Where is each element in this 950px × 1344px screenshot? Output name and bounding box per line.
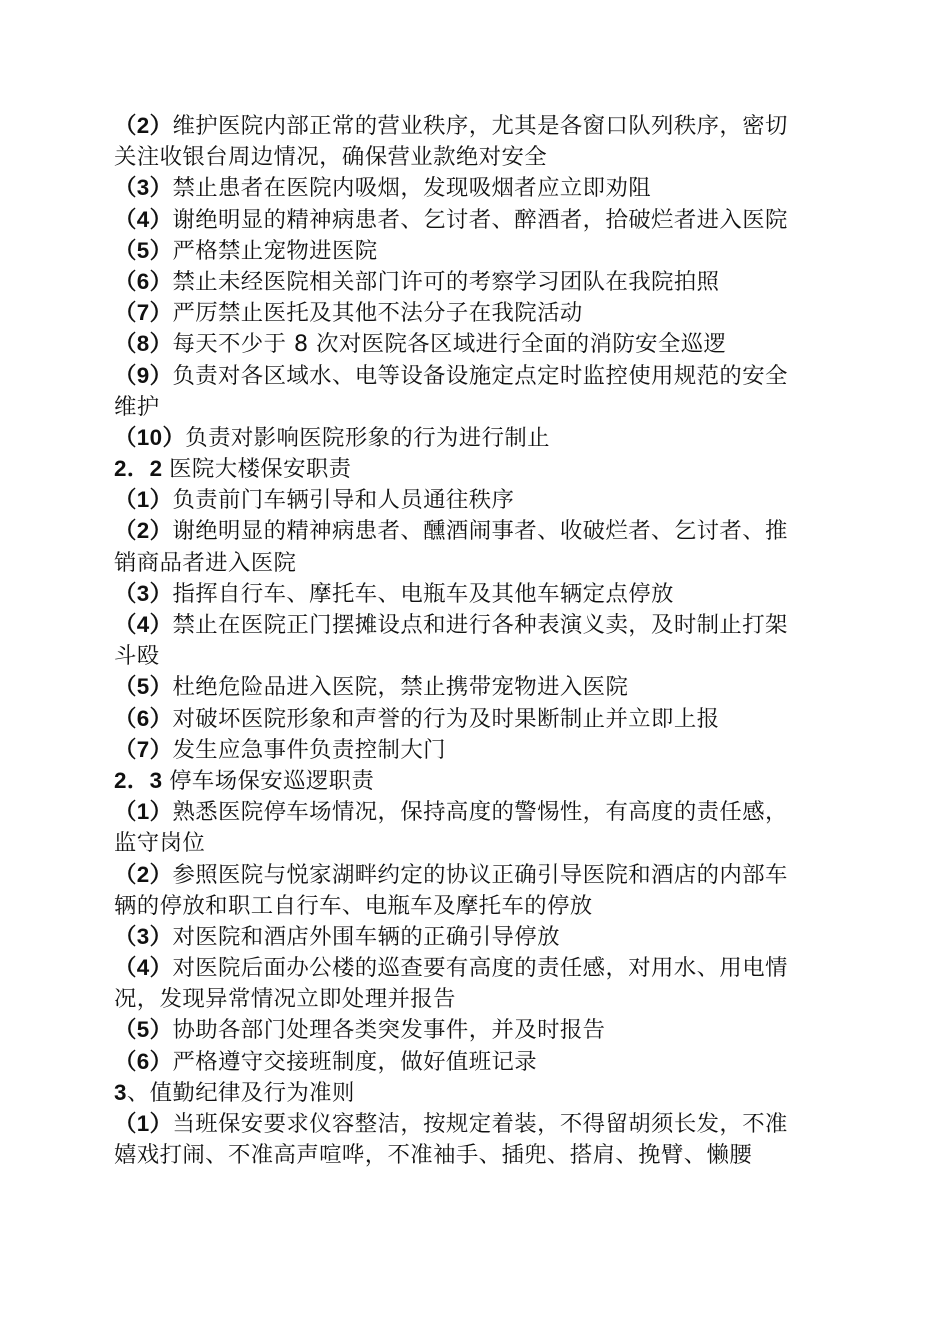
item-text: 关注收银台周边情况，确保营业款绝对安全 [114, 144, 548, 171]
text-line [114, 110, 838, 141]
text-line [114, 734, 838, 765]
item-number: （10） [114, 424, 186, 450]
item-text: 对医院后面办公楼的巡查要有高度的责任感，对用水、用电情 [172, 955, 788, 982]
item-text: 禁止未经医院相关部门许可的考察学习团队在我院拍照 [172, 268, 720, 295]
text-line [114, 547, 838, 578]
text-line [114, 1108, 838, 1139]
text-line [114, 952, 838, 983]
item-text: 对医院和酒店外围车辆的正确引导停放 [172, 923, 560, 950]
text-line [114, 640, 838, 671]
text-line [114, 859, 838, 890]
item-text: 监守岗位 [114, 830, 206, 857]
text-line [114, 141, 838, 172]
item-text: 协助各部门处理各类突发事件，并及时报告 [172, 1017, 606, 1044]
item-number: （3） [114, 580, 173, 606]
item-text: 当班保安要求仪容整洁，按规定着装，不得留胡须长发，不准 [172, 1111, 788, 1137]
item-number: （4） [114, 206, 173, 232]
item-number: （1） [114, 1111, 173, 1136]
item-number: 2．2 [114, 456, 170, 482]
item-text: 维护 [114, 393, 160, 420]
item-number: （2） [114, 861, 173, 887]
text-line [114, 1046, 838, 1077]
item-text: 谢绝明显的精神病患者、醺酒闹事者、收破烂者、乞讨者、推 [172, 518, 788, 545]
item-number: （5） [114, 1017, 173, 1043]
item-text: 参照医院与悦家湖畔约定的协议正确引导医院和酒店的内部车 [172, 861, 788, 888]
item-text: 禁止在医院正门摆摊设点和进行各种表演义卖，及时制止打架 [172, 612, 788, 638]
item-text: 每天不少于 8 次对医院各区域进行全面的消防安全巡逻 [172, 331, 727, 358]
text-line [114, 328, 838, 359]
item-text: 严厉禁止医托及其他不法分子在我院活动 [172, 300, 583, 327]
text-line [114, 1014, 838, 1045]
item-number: （6） [114, 268, 173, 294]
item-text: 销商品者进入医院 [114, 549, 297, 576]
text-line [114, 1077, 838, 1108]
text-line [114, 453, 838, 484]
text-line [114, 921, 838, 952]
text-line [114, 609, 838, 640]
item-text: 负责对影响医院形象的行为进行制止 [185, 424, 550, 451]
item-number: 2．3 [114, 767, 170, 793]
item-number: （4） [114, 955, 173, 981]
item-text: 辆的停放和职工自行车、电瓶车及摩托车的停放 [114, 892, 593, 919]
text-line [114, 422, 838, 453]
item-text: 医院大楼保安职责 [169, 456, 352, 483]
item-number: 3 [114, 1079, 127, 1105]
text-line [114, 765, 838, 796]
item-number: （3） [114, 923, 173, 949]
document-page [114, 110, 838, 1170]
text-line [114, 1139, 838, 1170]
text-line [114, 983, 838, 1014]
text-line [114, 703, 838, 734]
item-text: 熟悉医院停车场情况，保持高度的警惕性，有高度的责任感， [172, 799, 788, 826]
text-line [114, 890, 838, 921]
item-text: 指挥自行车、摩托车、电瓶车及其他车辆定点停放 [172, 580, 674, 607]
text-line [114, 796, 838, 827]
text-line [114, 578, 838, 609]
item-text: 谢绝明显的精神病患者、乞讨者、醉酒者，拾破烂者进入医院 [172, 206, 788, 233]
item-number: （3） [114, 175, 173, 201]
item-text: 维护医院内部正常的营业秩序，尤其是各窗口队列秩序，密切 [172, 113, 788, 139]
item-text: 禁止患者在医院内吸烟，发现吸烟者应立即劝阻 [172, 175, 652, 202]
item-number: （6） [114, 705, 173, 731]
text-line [114, 266, 838, 297]
text-line [114, 360, 838, 391]
text-line [114, 172, 838, 203]
text-line [114, 484, 838, 515]
item-text: 负责前门车辆引导和人员通往秩序 [172, 487, 515, 514]
item-text: 负责对各区域水、电等设备设施定点定时监控使用规范的安全 [172, 362, 788, 389]
item-number: （1） [114, 487, 173, 513]
text-line [114, 204, 838, 235]
item-number: （9） [114, 362, 173, 388]
item-text: 斗殴 [114, 643, 160, 670]
item-text: 停车场保安巡逻职责 [169, 767, 375, 794]
item-number: （5） [114, 237, 173, 263]
item-number: （1） [114, 799, 173, 825]
item-number: （8） [114, 331, 173, 357]
item-text: 杜绝危险品进入医院，禁止携带宠物进入医院 [172, 674, 629, 701]
item-text: 嬉戏打闹、不准高声喧哗，不准袖手、插兜、搭肩、挽臂、懒腰 [114, 1142, 753, 1169]
text-line [114, 827, 838, 858]
item-text: 严格遵守交接班制度，做好值班记录 [172, 1048, 538, 1075]
item-number: （6） [114, 1048, 173, 1074]
item-number: （7） [114, 300, 173, 326]
text-line [114, 391, 838, 422]
item-number: （2） [114, 113, 173, 138]
item-number: （2） [114, 518, 173, 544]
item-text: 发生应急事件负责控制大门 [172, 736, 446, 763]
item-text: 对破坏医院形象和声誉的行为及时果断制止并立即上报 [172, 705, 720, 732]
text-line [114, 515, 838, 546]
text-line [114, 297, 838, 328]
item-number: （4） [114, 612, 173, 637]
item-text: 、值勤纪律及行为准则 [126, 1079, 355, 1106]
item-text: 严格禁止宠物进医院 [172, 237, 378, 264]
item-number: （5） [114, 674, 173, 700]
text-line [114, 235, 838, 266]
text-line [114, 671, 838, 702]
item-text: 况，发现异常情况立即处理并报告 [114, 986, 456, 1013]
item-number: （7） [114, 736, 173, 762]
